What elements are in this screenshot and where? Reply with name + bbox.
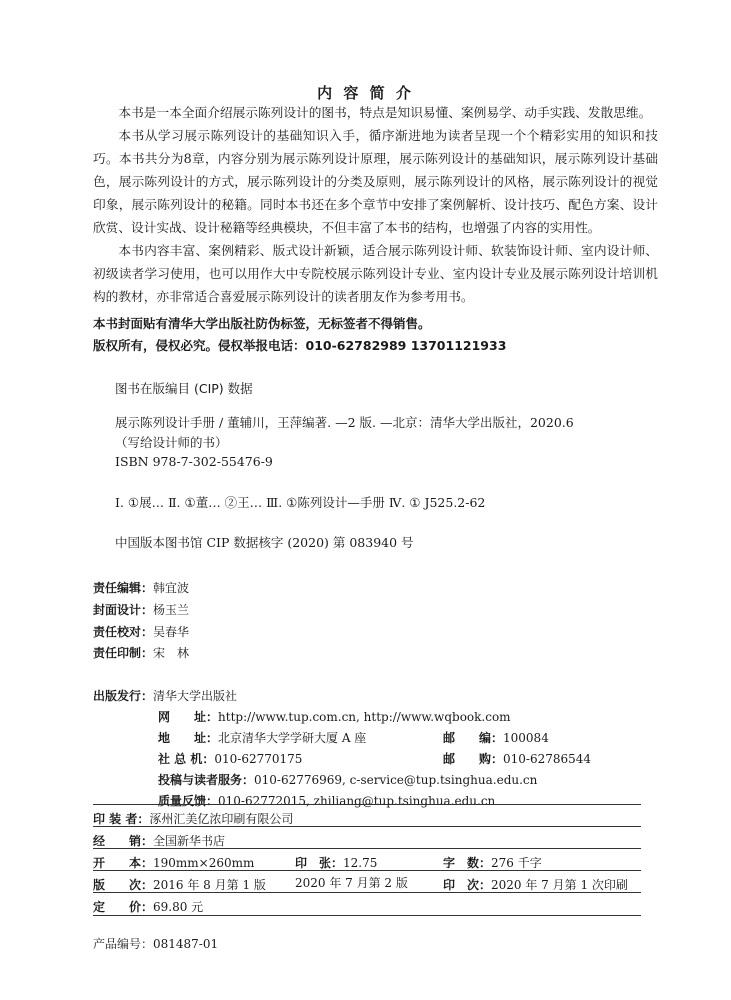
- switchboard-value: 010-62770175: [214, 752, 303, 766]
- cip-core-number: 中国版本图书馆 CIP 数据核字 (2020) 第 083940 号: [115, 535, 414, 550]
- distributor-row: [93, 830, 225, 849]
- page-title: 内 容 简 介: [317, 84, 414, 102]
- sheets-value: 12.75: [343, 856, 378, 870]
- printer-label: 印 装 者：: [93, 812, 150, 826]
- zip-row: [443, 727, 549, 746]
- website-label: 网 址：: [158, 710, 219, 724]
- word-count-label: 字 数：: [443, 856, 492, 870]
- quality-row: [158, 790, 495, 809]
- website-value: http://www.tup.com.cn, http://www.wqbook.com: [218, 710, 511, 724]
- staff-row: [93, 599, 189, 618]
- intro-paragraph: 本书是一本全面介绍展示陈列设计的图书，特点是知识易懂、案例易学、动手实践、发散思维。: [118, 105, 652, 120]
- staff-value: 韩宜波: [153, 581, 190, 595]
- staff-label: 责任编辑：: [93, 581, 154, 595]
- staff-label: 封面设计：: [93, 603, 154, 617]
- cip-heading: 图书在版编目 (CIP) 数据: [115, 381, 253, 396]
- printer-value: 涿州汇美亿浓印刷有限公司: [149, 812, 294, 826]
- address-row: [158, 727, 366, 746]
- word-count-row: [443, 852, 542, 871]
- intro-text: [93, 101, 658, 308]
- price-row: [93, 896, 203, 915]
- publisher-name: 清华大学出版社: [153, 689, 238, 703]
- word-count-value: 276 千字: [491, 856, 542, 870]
- sheets-label: 印 张：: [295, 856, 344, 870]
- divider: [93, 804, 641, 805]
- intro-paragraph: 本书从学习展示陈列设计的基础知识入手，循序渐进地为读者呈现一个个精彩实用的知识和技巧。本书共分为8章，内容分别为展示陈列设计原理，展示陈列设计的基础知识，展示陈列设计基础色，展示陈列设计的方式，展示陈列设计的分类及原则，展示陈列设计的风格，展示陈列设计的视觉印象，展示陈列设计的秘籍。同时本书还在多个章节中安排了案例解析、设计技巧、配色方案、设计欣赏、设计实战、设计秘籍等经典模块，不但丰富了本书的结构，也增强了内容的实用性。: [93, 128, 658, 235]
- edition-value: 2016 年 8 月第 1 版: [153, 878, 266, 892]
- switchboard-row: [158, 748, 302, 767]
- staff-value: 宋 林: [153, 646, 190, 660]
- format-value: 190mm×260mm: [153, 856, 255, 870]
- format-row: [93, 852, 254, 871]
- staff-label: 责任校对：: [93, 625, 154, 639]
- format-label: 开 本：: [93, 856, 154, 870]
- printing-row: [443, 874, 628, 893]
- divider: [93, 848, 641, 849]
- quality-value: 010-62772015, zhiliang@tup.tsinghua.edu.cn: [218, 794, 496, 808]
- sheets-row: [295, 852, 377, 871]
- copyright-notice: 版权所有，侵权必究。侵权举报电话：010-62782989 13701121933: [93, 338, 507, 353]
- staff-value: 吴春华: [153, 625, 190, 639]
- mail-order-label: 邮 购：: [443, 752, 504, 766]
- publisher-row: [93, 685, 237, 704]
- cip-series: （写给设计师的书）: [115, 435, 228, 450]
- cip-classification: Ⅰ. ①展… Ⅱ. ①董… ②王… Ⅲ. ①陈列设计—手册 Ⅳ. ① J525.2-62: [115, 495, 486, 510]
- divider: [93, 915, 641, 916]
- edition-label: 版 次：: [93, 878, 154, 892]
- price-label: 定 价：: [93, 900, 154, 914]
- staff-row: [93, 621, 189, 640]
- address-value: 北京清华大学学研大厦 A 座: [218, 731, 367, 745]
- zip-value: 100084: [503, 731, 549, 745]
- distributor-label: 经 销：: [93, 834, 154, 848]
- mail-order-value: 010-62786544: [503, 752, 592, 766]
- address-label: 地 址：: [158, 731, 219, 745]
- submission-row: [158, 769, 537, 788]
- staff-row: [93, 577, 189, 596]
- product-number: 产品编号：081487-01: [93, 937, 219, 951]
- intro-paragraph: 本书内容丰富、案例精彩、版式设计新颖，适合展示陈列设计师、软装饰设计师、室内设计师、初级读者学习使用，也可以用作大中专院校展示陈列设计专业、室内设计专业及展示陈列设计培训机构的教材，亦非常适合喜爱展示陈列设计的读者朋友作为参考用书。: [93, 243, 658, 304]
- staff-row: [93, 642, 189, 661]
- divider: [93, 826, 641, 827]
- publisher-label: 出版发行：: [93, 689, 154, 703]
- edition-row: [93, 874, 266, 893]
- cip-isbn: ISBN 978-7-302-55476-9: [115, 454, 273, 469]
- zip-label: 邮 编：: [443, 731, 504, 745]
- staff-label: 责任印制：: [93, 646, 154, 660]
- printing-label: 印 次：: [443, 878, 492, 892]
- printer-row: [93, 808, 293, 827]
- staff-value: 杨玉兰: [153, 603, 190, 617]
- second-edition-value: 2020 年 7 月第 2 版: [295, 876, 408, 890]
- divider: [93, 892, 641, 893]
- price-value: 69.80 元: [153, 900, 204, 914]
- printing-value: 2020 年 7 月第 1 次印刷: [491, 878, 628, 892]
- switchboard-label: 社 总 机：: [158, 752, 215, 766]
- anti-counterfeit-notice: 本书封面贴有清华大学出版社防伪标签，无标签者不得销售。: [93, 316, 431, 331]
- website-row: [158, 706, 511, 725]
- submission-label: 投稿与读者服务：: [158, 773, 255, 787]
- cip-line: 展示陈列设计手册 / 董辅川，王萍编著. —2 版. —北京：清华大学出版社，2020.6: [115, 415, 574, 430]
- quality-label: 质量反馈：: [158, 794, 219, 808]
- distributor-value: 全国新华书店: [153, 834, 226, 848]
- mail-order-row: [443, 748, 591, 767]
- submission-value: 010-62776969, c-service@tup.tsinghua.edu.cn: [254, 773, 538, 787]
- divider: [93, 870, 641, 871]
